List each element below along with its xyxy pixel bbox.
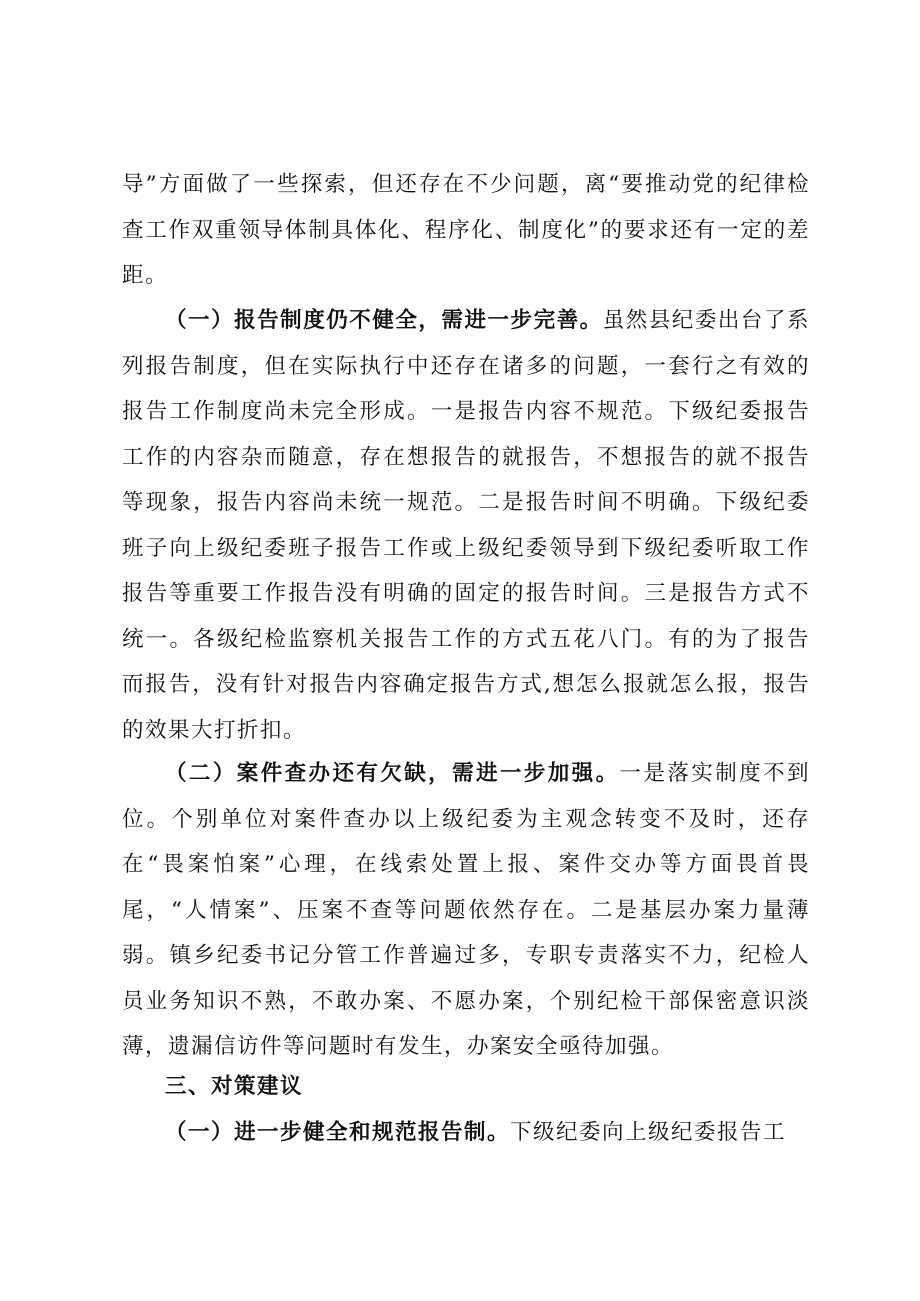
section3-body: 下级纪委向上级纪委报告工	[510, 1120, 787, 1145]
section2-body: 一是落实制度不到位。个别单位对案件查办以上级纪委为主观念转变不及时，还存在“畏案怕案”心理，在线索处置上报、案件交办等方面畏首畏尾，“人情案”、压案不查等问题依然存在。二是基层办案力量薄弱。镇乡纪委书记分管工作普遍过多，专职专责落实不力，纪检人员业务知识不熟，不敢办案、不愿办案，个别纪检干部保密意识淡薄，遗漏信访件等问题时有发生，办案安全亟待加强。	[122, 761, 810, 1059]
section2-heading: （二）案件查办还有欠缺，需进一步加强。	[165, 761, 620, 786]
section3-title: 三、对策建议	[165, 1074, 304, 1099]
intro-text: 导”方面做了一些探索，但还存在不少问题，离“要推动党的纪律检查工作双重领导体制具体化、程序化、制度化”的要求还有一定的差距。	[122, 172, 810, 288]
section2-paragraph	[122, 751, 810, 1070]
section1-paragraph	[122, 298, 810, 753]
section3-paragraph	[122, 1110, 810, 1156]
intro-paragraph	[122, 162, 810, 299]
section3-subheading: （一）进一步健全和规范报告制。	[165, 1120, 511, 1145]
section1-heading: （一）报告制度仍不健全，需进一步完善。	[165, 308, 603, 333]
section1-body: 虽然县纪委出台了系列报告制度，但在实际执行中还存在诸多的问题，一套行之有效的报告工作制度尚未完全形成。一是报告内容不规范。下级纪委报告工作的内容杂而随意，存在想报告的就报告，不想报告的就不报告等现象，报告内容尚未统一规范。二是报告时间不明确。下级纪委班子向上级纪委班子报告工作或上级纪委领导到下级纪委听取工作报告等重要工作报告没有明确的固定的报告时间。三是报告方式不统一。各级纪检监察机关报告工作的方式五花八门。有的为了报告而报告，没有针对报告内容确定报告方式,想怎么报就怎么报，报告的效果大打折扣。	[122, 308, 810, 743]
